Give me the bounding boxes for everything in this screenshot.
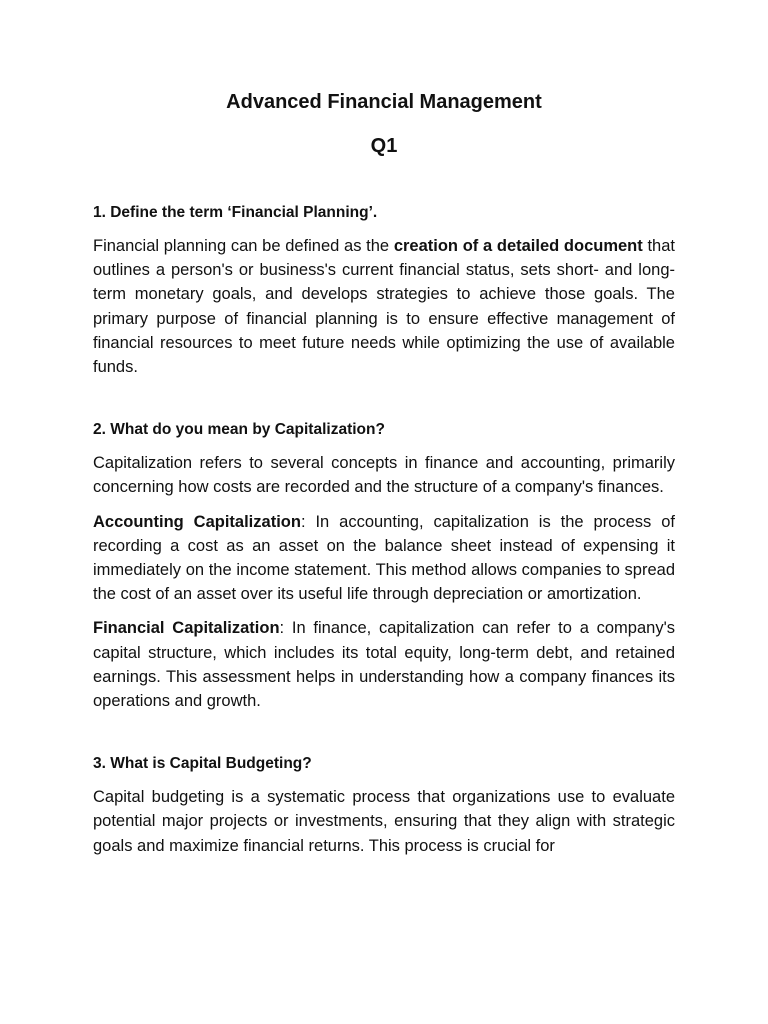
question-heading: 3. What is Capital Budgeting? [93, 755, 312, 773]
answer-paragraph: Capital budgeting is a systematic process that organizations use to evaluate potential major projects or investments, ensuring that they align with strategic goals and maximize financial returns. This process is crucial for [93, 788, 675, 855]
question-heading: 2. What do you mean by Capitalization? [93, 421, 385, 439]
section-capitalization [93, 419, 675, 713]
answer-text: that outlines a person's or business's current financial status, sets short- and long-term monetary goals, and develops strategies to achieve those goals. The primary purpose of financial planning is to ensure effective management of financial resources to meet future needs while optimizing the use of available funds. [93, 237, 675, 377]
term-label: Financial Capitalization [93, 619, 280, 638]
section-financial-planning [93, 202, 675, 379]
answer-paragraph [93, 616, 675, 713]
document-title: Advanced Financial Management [226, 91, 542, 113]
document-page [93, 88, 675, 868]
term-definition: : In finance, capitalization can refer to a company's capital structure, which includes its total equity, long-term debt, and retained earnings. This assessment helps in understanding how a company finances its operations and growth. [93, 619, 675, 711]
term-label: Accounting Capitalization [93, 512, 301, 531]
section-capital-budgeting [93, 753, 675, 858]
question-heading: 1. Define the term ‘Financial Planning’. [93, 204, 378, 221]
answer-text: Financial planning can be defined as the [93, 237, 394, 255]
answer-paragraph [93, 234, 675, 379]
answer-paragraph: Capitalization refers to several concepts in finance and accounting, primarily concerning how costs are recorded and the structure of a company's finances. [93, 454, 675, 497]
answer-emphasis: creation of a detailed document [393, 237, 643, 255]
answer-paragraph [93, 510, 675, 607]
term-definition: : In accounting, capitalization is the process of recording a cost as an asset on the balance sheet instead of expensing it immediately on the income statement. This method allows companies to spread the cost of an asset over its useful life through depreciation or amortization. [93, 512, 675, 604]
document-subtitle: Q1 [370, 135, 398, 157]
